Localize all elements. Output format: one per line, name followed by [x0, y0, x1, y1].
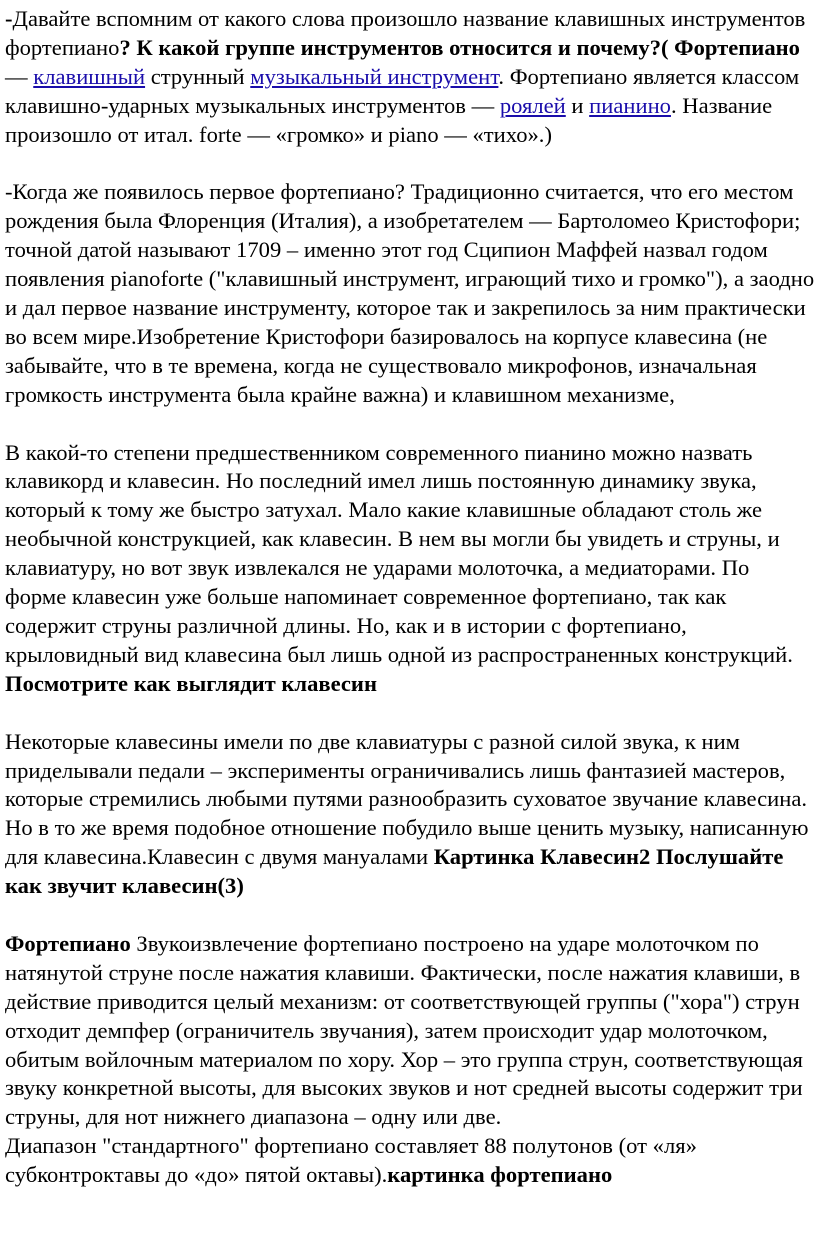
text-run: Диапазон "стандартного" фортепиано составляет 88 полутонов (от «ля» субконтроктавы до «до» пятой октавы).	[5, 1133, 697, 1188]
harpsichord-look-label: Посмотрите как выглядит клавесин	[5, 670, 377, 696]
text-run: струнный	[145, 63, 251, 89]
paragraph-range	[5, 1132, 816, 1190]
link-musical-instrument[interactable]: музыкальный инструмент	[250, 63, 499, 89]
harpsichord-picture-label: Картинка Клавесин2 Послушайте как звучит клавесин(3)	[5, 844, 784, 899]
text-run: . Название произошло от итал. forte — «громко» и piano — «тихо».)	[5, 92, 773, 147]
paragraph-etymology	[5, 5, 816, 150]
paragraph-harpsichord	[5, 439, 816, 699]
text-run: и	[565, 92, 590, 118]
paragraph-gap	[5, 410, 816, 439]
paragraph-gap	[5, 150, 816, 179]
group-question: ? К какой группе инструментов относится и почему?( Фортепиано	[119, 34, 800, 60]
text-run: Звукоизвлечение фортепиано построено на ударе молоточком по натянутой струне после нажатия клавиши. Фактически, после нажатия клавиши, в действие приводится целый механизм: от соответствующей группы ("хора") струн отходит демпфер (ограничитель звучания), затем происходит удар молоточком, обитым войлочным материалом по хору. Хор – это группа струн, соответствующая звуку конкретной высоты, для высоких звуков и нот средней высоты содержит три струны, для нот нижнего диапазона – одну или две.	[5, 930, 803, 1130]
text-run: В какой-то степени предшественником современного пианино можно назвать клавикорд и клавесин. Но последний имел лишь постоянную динамику звука, который к тому же быстро затухал. Мало какие клавишные обладают столь же необычной конструкцией, как клавесин. В нем вы могли бы увидеть и струны, и клавиатуру, но вот звук извлекался не ударами молоточка, а медиаторами. По форме клавесин уже больше напоминает современное фортепиано, так как содержит струны различной длины. Но, как и в истории с фортепиано, крыловидный вид клавесина был лишь одной из распространенных конструкций.	[5, 439, 793, 667]
paragraph-gap	[5, 901, 816, 930]
text-run: Некоторые клавесины имели по две клавиатуры с разной силой звука, к ним приделывали педали – эксперименты ограничивались лишь фантазией мастеров, которые стремились любыми путями разнообразить суховатое звучание клавесина. Но в то же время подобное отношение побудило выше ценить музыку, написанную для клавесина.Клавесин с двумя мануалами	[5, 728, 809, 870]
piano-heading: Фортепиано	[5, 930, 131, 956]
text-run: . Фортепиано является классом клавишно-ударных музыкальных инструментов —	[5, 63, 800, 118]
paragraph-gap	[5, 699, 816, 728]
link-upright-piano[interactable]: пианино	[589, 92, 671, 118]
link-keyboard[interactable]: клавишный	[33, 63, 146, 89]
link-grand-piano[interactable]: роялей	[499, 92, 566, 118]
etymology-question: Давайте вспомним от какого слова произошло название клавишных инструментов фортепиано	[5, 6, 806, 60]
paragraph-piano-mechanism	[5, 930, 816, 1132]
text-run: —	[5, 63, 34, 89]
paragraph-history: -Когда же появилось первое фортепиано? Традиционно считается, что его местом рождения была Флоренция (Италия), а изобретателем — Бартоломео Кристофори; точной датой называют 1709 – именно этот год Сципион Маффей назвал годом появления pianoforte ("клавишный инструмент, играющий тихо и громко"), а заодно и дал первое название инструменту, которое так и закрепилось за ним практически во всем мире.Изобретение Кристофори базировалось на корпусе клавесина (не забывайте, что в те времена, когда не существовало микрофонов, изначальная громкость инструмента была крайне важна) и клавишном механизме,	[5, 179, 815, 407]
leading-dash: -	[5, 6, 13, 31]
piano-picture-label: картинка фортепиано	[387, 1162, 613, 1188]
paragraph-two-manuals	[5, 728, 816, 901]
